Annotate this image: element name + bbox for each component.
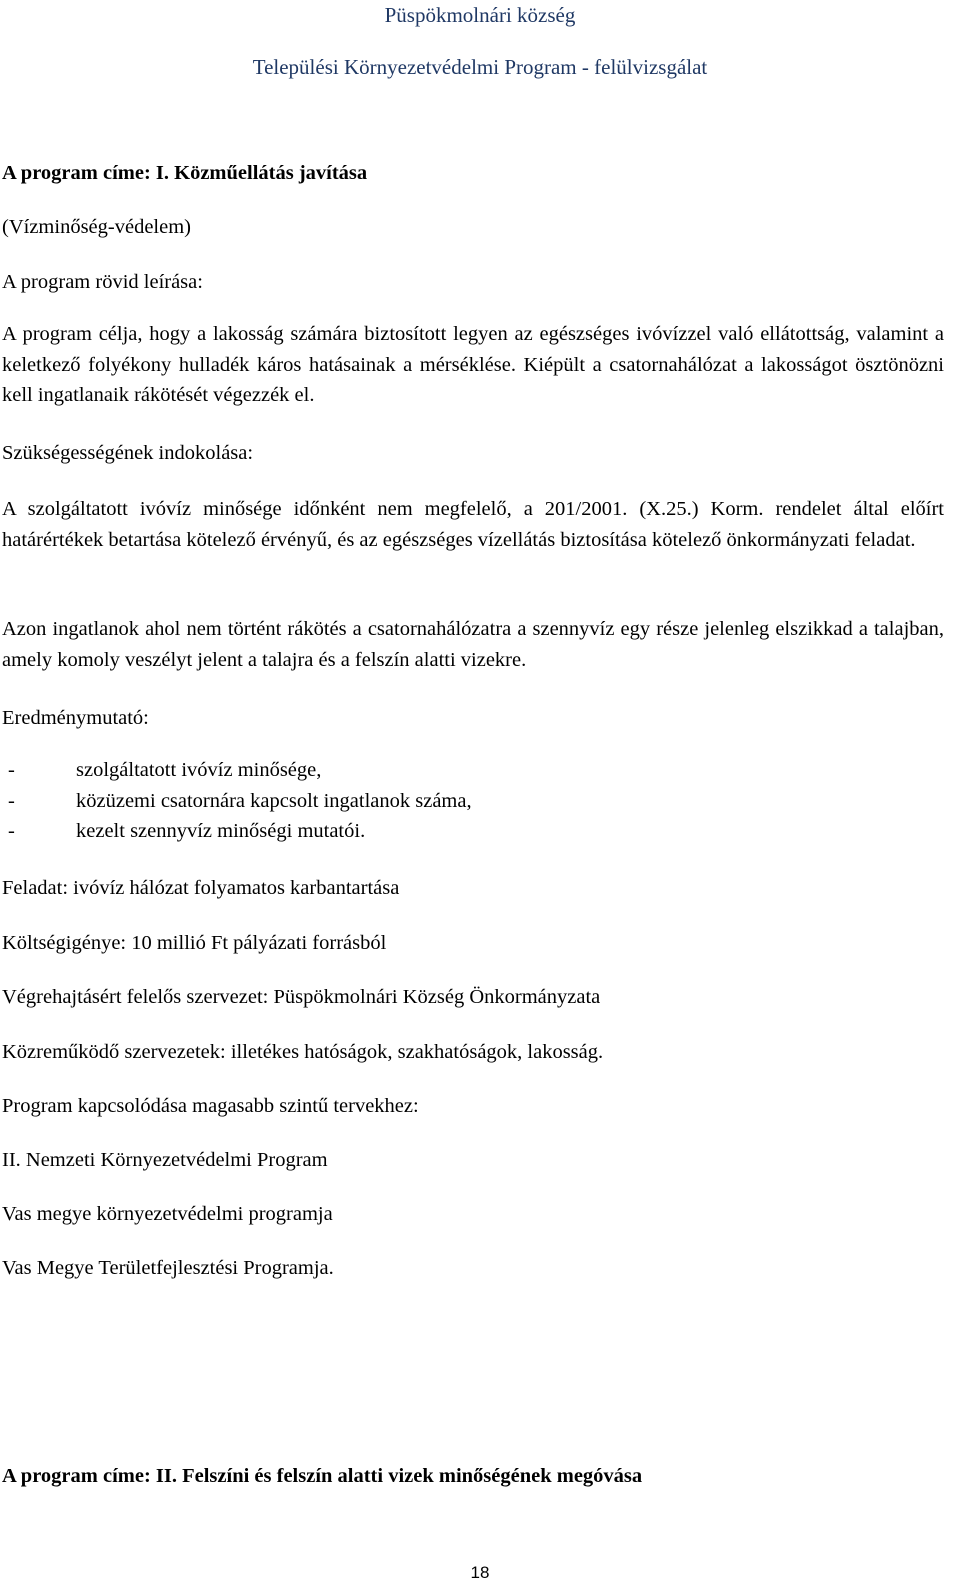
cost-line: Költségigénye: 10 millió Ft pályázati forrásból: [2, 932, 387, 954]
cooperating-line: Közreműködő szervezetek: illetékes hatóságok, szakhatóságok, lakosság.: [2, 1041, 604, 1063]
responsible-line: Végrehajtásért felelős szervezet: Püspökmolnári Község Önkormányzata: [2, 986, 601, 1008]
list-item-text: szolgáltatott ivóvíz minősége,: [76, 759, 322, 781]
higher-plan-item: II. Nemzeti Környezetvédelmi Program: [2, 1149, 328, 1171]
program-1-subtitle: (Vízminőség-védelem): [2, 216, 191, 238]
justification-paragraph-1: A szolgáltatott ivóvíz minősége időnként nem megfelelő, a 201/2001. (X.25.) Korm. rendelet által előírt határértékek betartása kötelező érvényű, és az egészséges vízellátás biztosítása kötelező önkormányzati feladat.: [2, 498, 944, 551]
justification-label: Szükségességének indokolása:: [2, 442, 254, 464]
list-dash: -: [8, 759, 15, 781]
higher-plans-label: Program kapcsolódása magasabb szintű tervekhez:: [2, 1095, 419, 1117]
list-item: [2, 816, 472, 847]
list-item: [2, 755, 472, 786]
header-municipality: Püspökmolnári község: [384, 3, 576, 27]
program-1-title: A program címe: I. Közműellátás javítása: [2, 162, 368, 184]
list-dash: -: [8, 820, 15, 842]
higher-plan-item: Vas megye környezetvédelmi programja: [2, 1203, 333, 1225]
list-item: [2, 786, 472, 817]
indicator-list: [2, 755, 472, 847]
list-dash: -: [8, 789, 15, 812]
program-2-title: A program címe: II. Felszíni és felszín alatti vizek minőségének megóvása: [2, 1465, 643, 1487]
justification-paragraph-2: Azon ingatlanok ahol nem történt rákötés a csatornahálózatra a szennyvíz egy része jelenleg elszikkad a talajban, amely komoly veszélyt jelent a talajra és a felszín alatti vizekre.: [2, 618, 944, 671]
task-line: Feladat: ivóvíz hálózat folyamatos karbantartása: [2, 877, 400, 899]
higher-plan-item: Vas Megye Területfejlesztési Programja.: [2, 1257, 334, 1279]
short-description-label: A program rövid leírása:: [2, 271, 203, 293]
page-number: 18: [470, 1563, 490, 1582]
list-item-text: közüzemi csatornára kapcsolt ingatlanok száma,: [76, 789, 472, 812]
indicator-label: Eredménymutató:: [2, 707, 149, 729]
header-program-title: Települési Környezetvédelmi Program - felülvizsgálat: [252, 55, 708, 79]
list-item-text: kezelt szennyvíz minőségi mutatói.: [76, 820, 366, 842]
program-description: A program célja, hogy a lakosság számára biztosított legyen az egészséges ivóvízzel való ellátottság, valamint a keletkező folyékony hulladék káros hatásainak a mérséklése. Kiépült a csatornahálózat a lakosságot ösztönözni kell ingatlanaik rákötését végezzék el.: [2, 323, 944, 406]
